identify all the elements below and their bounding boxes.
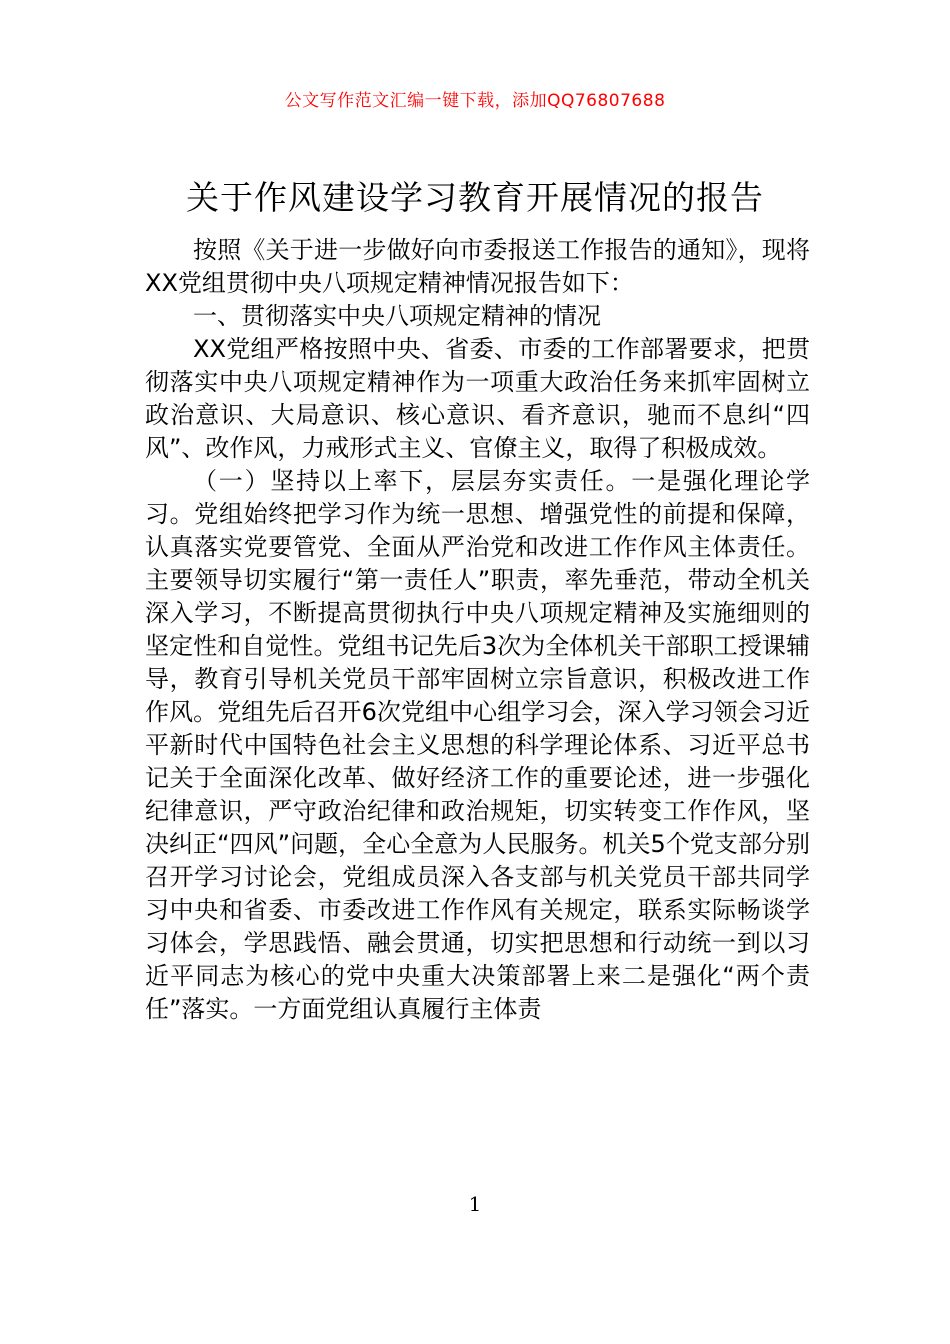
download-notice: 公文写作范文汇编一键下载，添加QQ76807688: [284, 91, 666, 111]
intro-paragraph: 按照《关于进一步做好向市委报送工作报告的通知》，现将XX党组贯彻中央八项规定精神情况报告如下：: [145, 236, 810, 297]
body-paragraph: XX党组严格按照中央、省委、市委的工作部署要求，把贯彻落实中央八项规定精神作为一项重大政治任务来抓牢固树立政治意识、大局意识、核心意识、看齐意识，驰而不息纠“四风”、改作风，力戒形式主义、官僚主义，取得了积极成效。: [145, 335, 810, 462]
document-title: 关于作风建设学习教育开展情况的报告: [186, 178, 764, 217]
body-paragraph: （一）坚持以上率下，层层夯实责任。一是强化理论学习。党组始终把学习作为统一思想、增强党性的前提和保障，认真落实党要管党、全面从严治党和改进工作作风主体责任。主要领导切实履行“第一责任人”职责，率先垂范，带动全机关深入学习，不断提高贯彻执行中央八项规定精神及实施细则的坚定性和自觉性。党组书记先后3次为全体机关干部职工授课辅导，教育引导机关党员干部牢固树立宗旨意识，积极改进工作作风。党组先后召开6次党组中心组学习会，深入学习领会习近平新时代中国特色社会主义思想的科学理论体系、习近平总书记关于全面深化改革、做好经济工作的重要论述，进一步强化纪律意识，严守政治纪律和政治规矩，切实转变工作作风，坚决纠正“四风”问题，全心全意为人民服务。机关5个党支部分别召开学习讨论会，党组成员深入各支部与机关党员干部共同学习中央和省委、市委改进工作作风有关规定，联系实际畅谈学习体会，学思践悟、融会贯通，切实把思想和行动统一到以习近平同志为核心的党中央重大决策部署上来二是强化“两个责任”落实。一方面党组认真履行主体责: [145, 467, 810, 1023]
document-body: [145, 234, 810, 1026]
page-number: 1: [468, 1192, 482, 1216]
section-heading: 一、贯彻落实中央八项规定精神的情况: [193, 302, 601, 330]
